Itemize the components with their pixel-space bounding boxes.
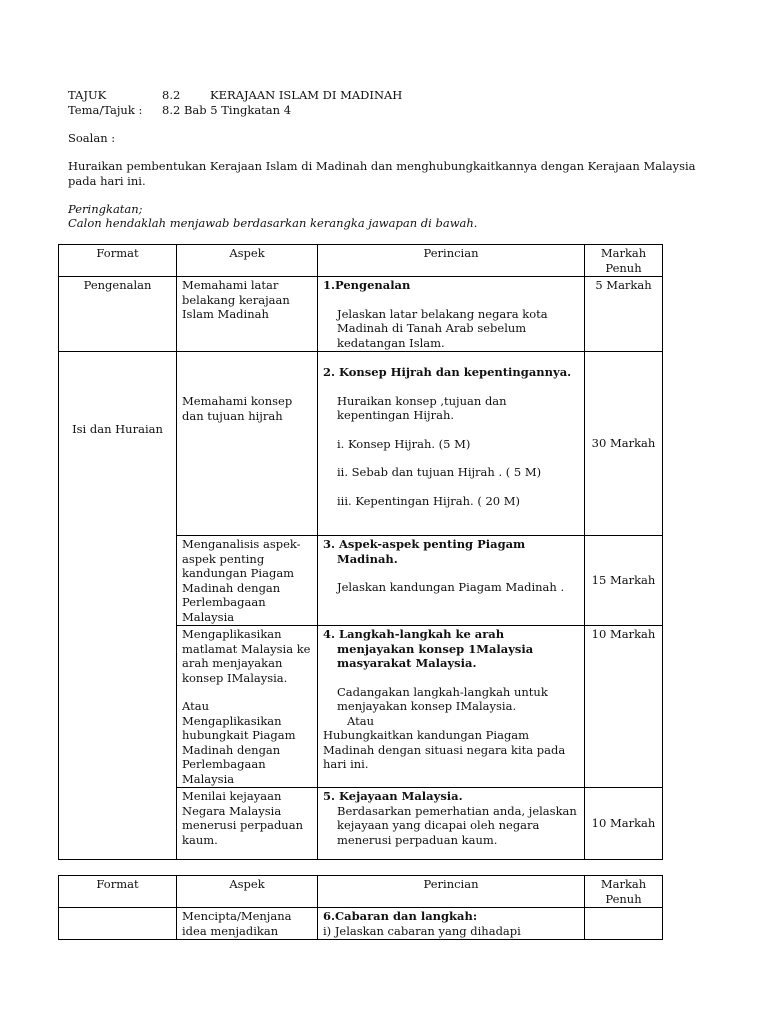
perincian-title: 2. Konsep Hijrah dan kepentingannya.: [323, 365, 572, 379]
perincian-title: 1.Pengenalan: [323, 278, 411, 292]
perincian-cell: [318, 626, 585, 788]
header-aspek: Aspek: [177, 245, 318, 277]
format-cell-isi: Isi dan Huraian: [59, 352, 177, 860]
perincian-title: 5. Kejayaan Malaysia.: [323, 789, 463, 803]
header-markah: Markah Penuh: [585, 245, 663, 277]
aspek-cell: Memahami konsep dan tujuan hijrah: [177, 352, 318, 536]
table-header-row: [59, 876, 663, 908]
markah-cell: 10 Markah: [585, 788, 663, 860]
perincian-detail: i) Jelaskan cabaran yang dihadapi: [323, 923, 521, 938]
soalan-text: Huraikan pembentukan Kerajaan Islam di Madinah dan menghubungkaitkannya dengan Kerajaan Malaysia pada hari ini.: [68, 159, 696, 188]
item-i: i. Konsep Hijrah. (5 M): [337, 436, 471, 451]
markah-cell: 5 Markah: [585, 277, 663, 352]
perincian-detail-1: Cadangakan langkah-langkah untuk menjayakan konsep IMalaysia.: [337, 684, 548, 713]
table-row-cabaran: [59, 908, 663, 940]
aspek-cell: Mencipta/Menjana idea menjadikan: [177, 908, 318, 940]
soalan-label: Soalan :: [68, 131, 116, 145]
header-perincian: Perincian: [318, 245, 585, 277]
tema-text: 8.2 Bab 5 Tingkatan 4: [162, 103, 292, 117]
answer-framework-table-2: [58, 875, 663, 940]
perincian-atau: Atau: [347, 713, 374, 728]
peringkatan-text: Calon hendaklah menjawab berdasarkan kerangka jawapan di bawah.: [68, 216, 478, 230]
perincian-detail: Berdasarkan pemerhatian anda, jelaskan kejayaan yang dicapai oleh negara menerusi perpaduan kaum.: [337, 803, 577, 847]
perincian-detail: Jelaskan kandungan Piagam Madinah .: [337, 580, 565, 594]
perincian-cell: [318, 788, 585, 860]
item-iii: iii. Kepentingan Hijrah. ( 20 M): [337, 493, 521, 508]
header-perincian: Perincian: [318, 876, 585, 908]
peringkatan-label: Peringkatan;: [68, 202, 143, 216]
table-row-pengenalan: [59, 277, 663, 352]
markah-cell: 10 Markah: [585, 626, 663, 788]
format-cell: [59, 908, 177, 940]
perincian-title: 4. Langkah-langkah ke arah menjayakan konsep 1Malaysia masyarakat Malaysia.: [323, 627, 534, 670]
tema-label: Tema/Tajuk :: [68, 103, 143, 117]
perincian-detail: Jelaskan latar belakang negara kota Madinah di Tanah Arab sebelum kedatangan Islam.: [337, 306, 548, 350]
markah-cell: [585, 908, 663, 940]
header-aspek: Aspek: [177, 876, 318, 908]
format-cell: Pengenalan: [59, 277, 177, 352]
header-format: Format: [59, 876, 177, 908]
perincian-cell: [318, 536, 585, 626]
perincian-detail: Huraikan konsep ,tujuan dan kepentingan Hijrah.: [337, 393, 507, 422]
aspek-atau: Atau: [182, 699, 209, 713]
header-format: Format: [59, 245, 177, 277]
aspek-cell: [177, 626, 318, 788]
aspek-cell: Menilai kejayaan Negara Malaysia menerusi perpaduan kaum.: [177, 788, 318, 860]
perincian-title: 6.Cabaran dan langkah:: [323, 909, 478, 923]
aspek-cell: Memahami latar belakang kerajaan Islam Madinah: [177, 277, 318, 352]
aspek-option-1: Mengaplikasikan matlamat Malaysia ke arah menjayakan konsep IMalaysia.: [182, 627, 311, 685]
tajuk-text: KERAJAAN ISLAM DI MADINAH: [210, 88, 403, 102]
perincian-cell: [318, 908, 585, 940]
perincian-title: 3. Aspek-aspek penting Piagam Madinah.: [323, 537, 526, 566]
perincian-cell: [318, 277, 585, 352]
item-ii: ii. Sebab dan tujuan Hijrah . ( 5 M): [337, 465, 542, 479]
markah-cell: 30 Markah: [585, 352, 663, 536]
aspek-option-2: Mengaplikasikan hubungkait Piagam Madinah dengan Perlembagaan Malaysia: [182, 713, 296, 786]
table-row-hijrah: [59, 352, 663, 536]
answer-framework-table: [58, 244, 663, 860]
aspek-cell: Menganalisis aspek-aspek penting kandungan Piagam Madinah dengan Perlembagaan Malaysia: [177, 536, 318, 626]
perincian-cell: [318, 352, 585, 536]
header-markah: Markah Penuh: [585, 876, 663, 908]
tajuk-label: TAJUK: [68, 88, 107, 102]
table-header-row: [59, 245, 663, 277]
tajuk-number: 8.2: [162, 88, 181, 102]
perincian-detail-2: Hubungkaitkan kandungan Piagam Madinah dengan situasi negara kita pada hari ini.: [323, 728, 566, 771]
markah-cell: 15 Markah: [585, 536, 663, 626]
